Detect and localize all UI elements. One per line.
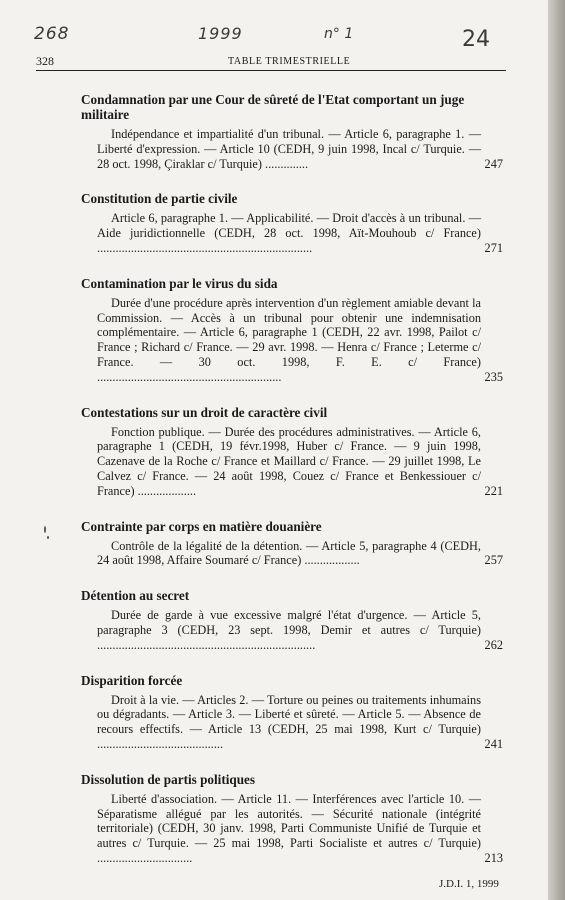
- handwritten-note-3: n° 1: [324, 26, 354, 42]
- handwritten-note-1: 268: [34, 24, 70, 44]
- entry-heading: Contrainte par corps en matière douanière: [81, 518, 322, 534]
- entry-page-ref: 257: [484, 553, 503, 568]
- entry-text: Article 6, paragraphe 1. — Applicabilité. — Droit d'accès à un tribunal. — Aide juridictionnelle (CEDH, 28 oct. 1998, Aït-Mouhoub c/ France) ......................................................................: [97, 211, 481, 255]
- index-content: [81, 92, 501, 886]
- entry-page-ref: 235: [484, 369, 503, 384]
- entry-body: [81, 539, 501, 569]
- entry-body: [81, 792, 501, 866]
- entry-page-ref: 213: [484, 850, 503, 865]
- entry-text: Contrôle de la légalité de la détention. — Article 5, paragraphe 4 (CEDH, 24 août 1998, Affaire Soumaré c/ France) ..................: [97, 538, 481, 568]
- index-entry: [81, 772, 501, 866]
- index-entry: [81, 588, 501, 652]
- running-head: [36, 54, 506, 71]
- page-edge-shadow: [548, 0, 565, 900]
- index-entry: [81, 276, 501, 385]
- index-entry: [81, 405, 501, 499]
- entry-page-ref: 271: [484, 240, 503, 255]
- entry-body: [81, 296, 501, 385]
- page-number: 328: [36, 54, 54, 68]
- entry-text: Liberté d'association. — Article 11. — Interférences avec l'article 10. — Séparatisme allégué par les autorités. — Sécurité nationale (intégrité territoriale) (CEDH, 30 janv. 1998, Parti Communiste Unifié de Turquie et autres c/ Turquie. — 25 mai 1998, Parti Socialiste et autres c/ Turquie) ...............................: [97, 791, 481, 865]
- entry-text: Fonction publique. — Durée des procédures administratives. — Article 6, paragraphe 1 (CEDH, 19 févr.1998, Huber c/ France. — 9 juin 1998, Cazenave de la Roche c/ France et Maillard c/ France. — 29 juillet 1998, Le Calvez c/ France. — 24 août 1998, Couez c/ France et Benkessiouer c/ France) ...................: [97, 424, 481, 498]
- entry-heading: Condamnation par une Cour de sûreté de l'Etat comportant un juge militaire: [81, 92, 465, 122]
- index-entry: [81, 191, 501, 255]
- entry-heading: Constitution de partie civile: [81, 191, 238, 207]
- entry-heading: Contestations sur un droit de caractère civil: [81, 404, 328, 420]
- index-entry: [81, 92, 501, 171]
- entry-body: [81, 425, 501, 499]
- entry-heading: Détention au secret: [81, 588, 190, 604]
- handwritten-note-4: 24: [462, 27, 490, 52]
- journal-footer: J.D.I. 1, 1999: [439, 878, 499, 890]
- entry-text: Durée de garde à vue excessive malgré l'état d'urgence. — Article 5, paragraphe 3 (CEDH, 23 sept. 1998, Demir et autres c/ Turquie) .......................................................................: [97, 608, 481, 652]
- entry-heading: Disparition forcée: [81, 672, 183, 688]
- entry-body: [81, 127, 501, 171]
- entry-page-ref: 262: [484, 637, 503, 652]
- index-entry: [81, 519, 501, 569]
- entry-page-ref: 241: [484, 736, 503, 751]
- entry-heading: Dissolution de partis politiques: [81, 771, 256, 787]
- entry-heading: Contamination par le virus du sida: [81, 275, 278, 291]
- entry-text: Droit à la vie. — Articles 2. — Torture ou peines ou traitements inhumains ou dégradants. — Article 3. — Liberté et sûreté. — Article 5. — Absence de recours effectifs. — Article 13 (CEDH, 25 mai 1998, Kurt c/ Turquie) .........................................: [97, 692, 481, 751]
- entry-body: [81, 693, 501, 752]
- entry-page-ref: 247: [484, 156, 503, 171]
- entry-body: [81, 211, 501, 255]
- index-entry: [81, 673, 501, 752]
- handwritten-note-2: 1999: [198, 24, 243, 43]
- entry-text: Indépendance et impartialité d'un tribunal. — Article 6, paragraphe 1. — Liberté d'expression. — Article 10 (CEDH, 9 juin 1998, Incal c/ Turquie. — 28 oct. 1998, Çiraklar c/ Turquie) ..............: [97, 127, 481, 171]
- entry-text: Durée d'une procédure après intervention d'un règlement amiable devant la Commission. — Accès à un tribunal pour obtenir une indemnisation complémentaire. — Article 6, paragraphe 1 (CEDH, 22 avr. 1998, Pailot c/ France ; Richard c/ France. — 29 avr. 1998. — Henra c/ France ; Leterme c/ France. — 30 oct. 1998, F. E. c/ France) ............................................................: [97, 295, 481, 384]
- scan-speck: [47, 536, 49, 539]
- running-title: TABLE TRIMESTRIELLE: [228, 56, 351, 67]
- entry-body: [81, 608, 501, 652]
- entry-page-ref: 221: [484, 483, 503, 498]
- scan-speck: [44, 526, 46, 533]
